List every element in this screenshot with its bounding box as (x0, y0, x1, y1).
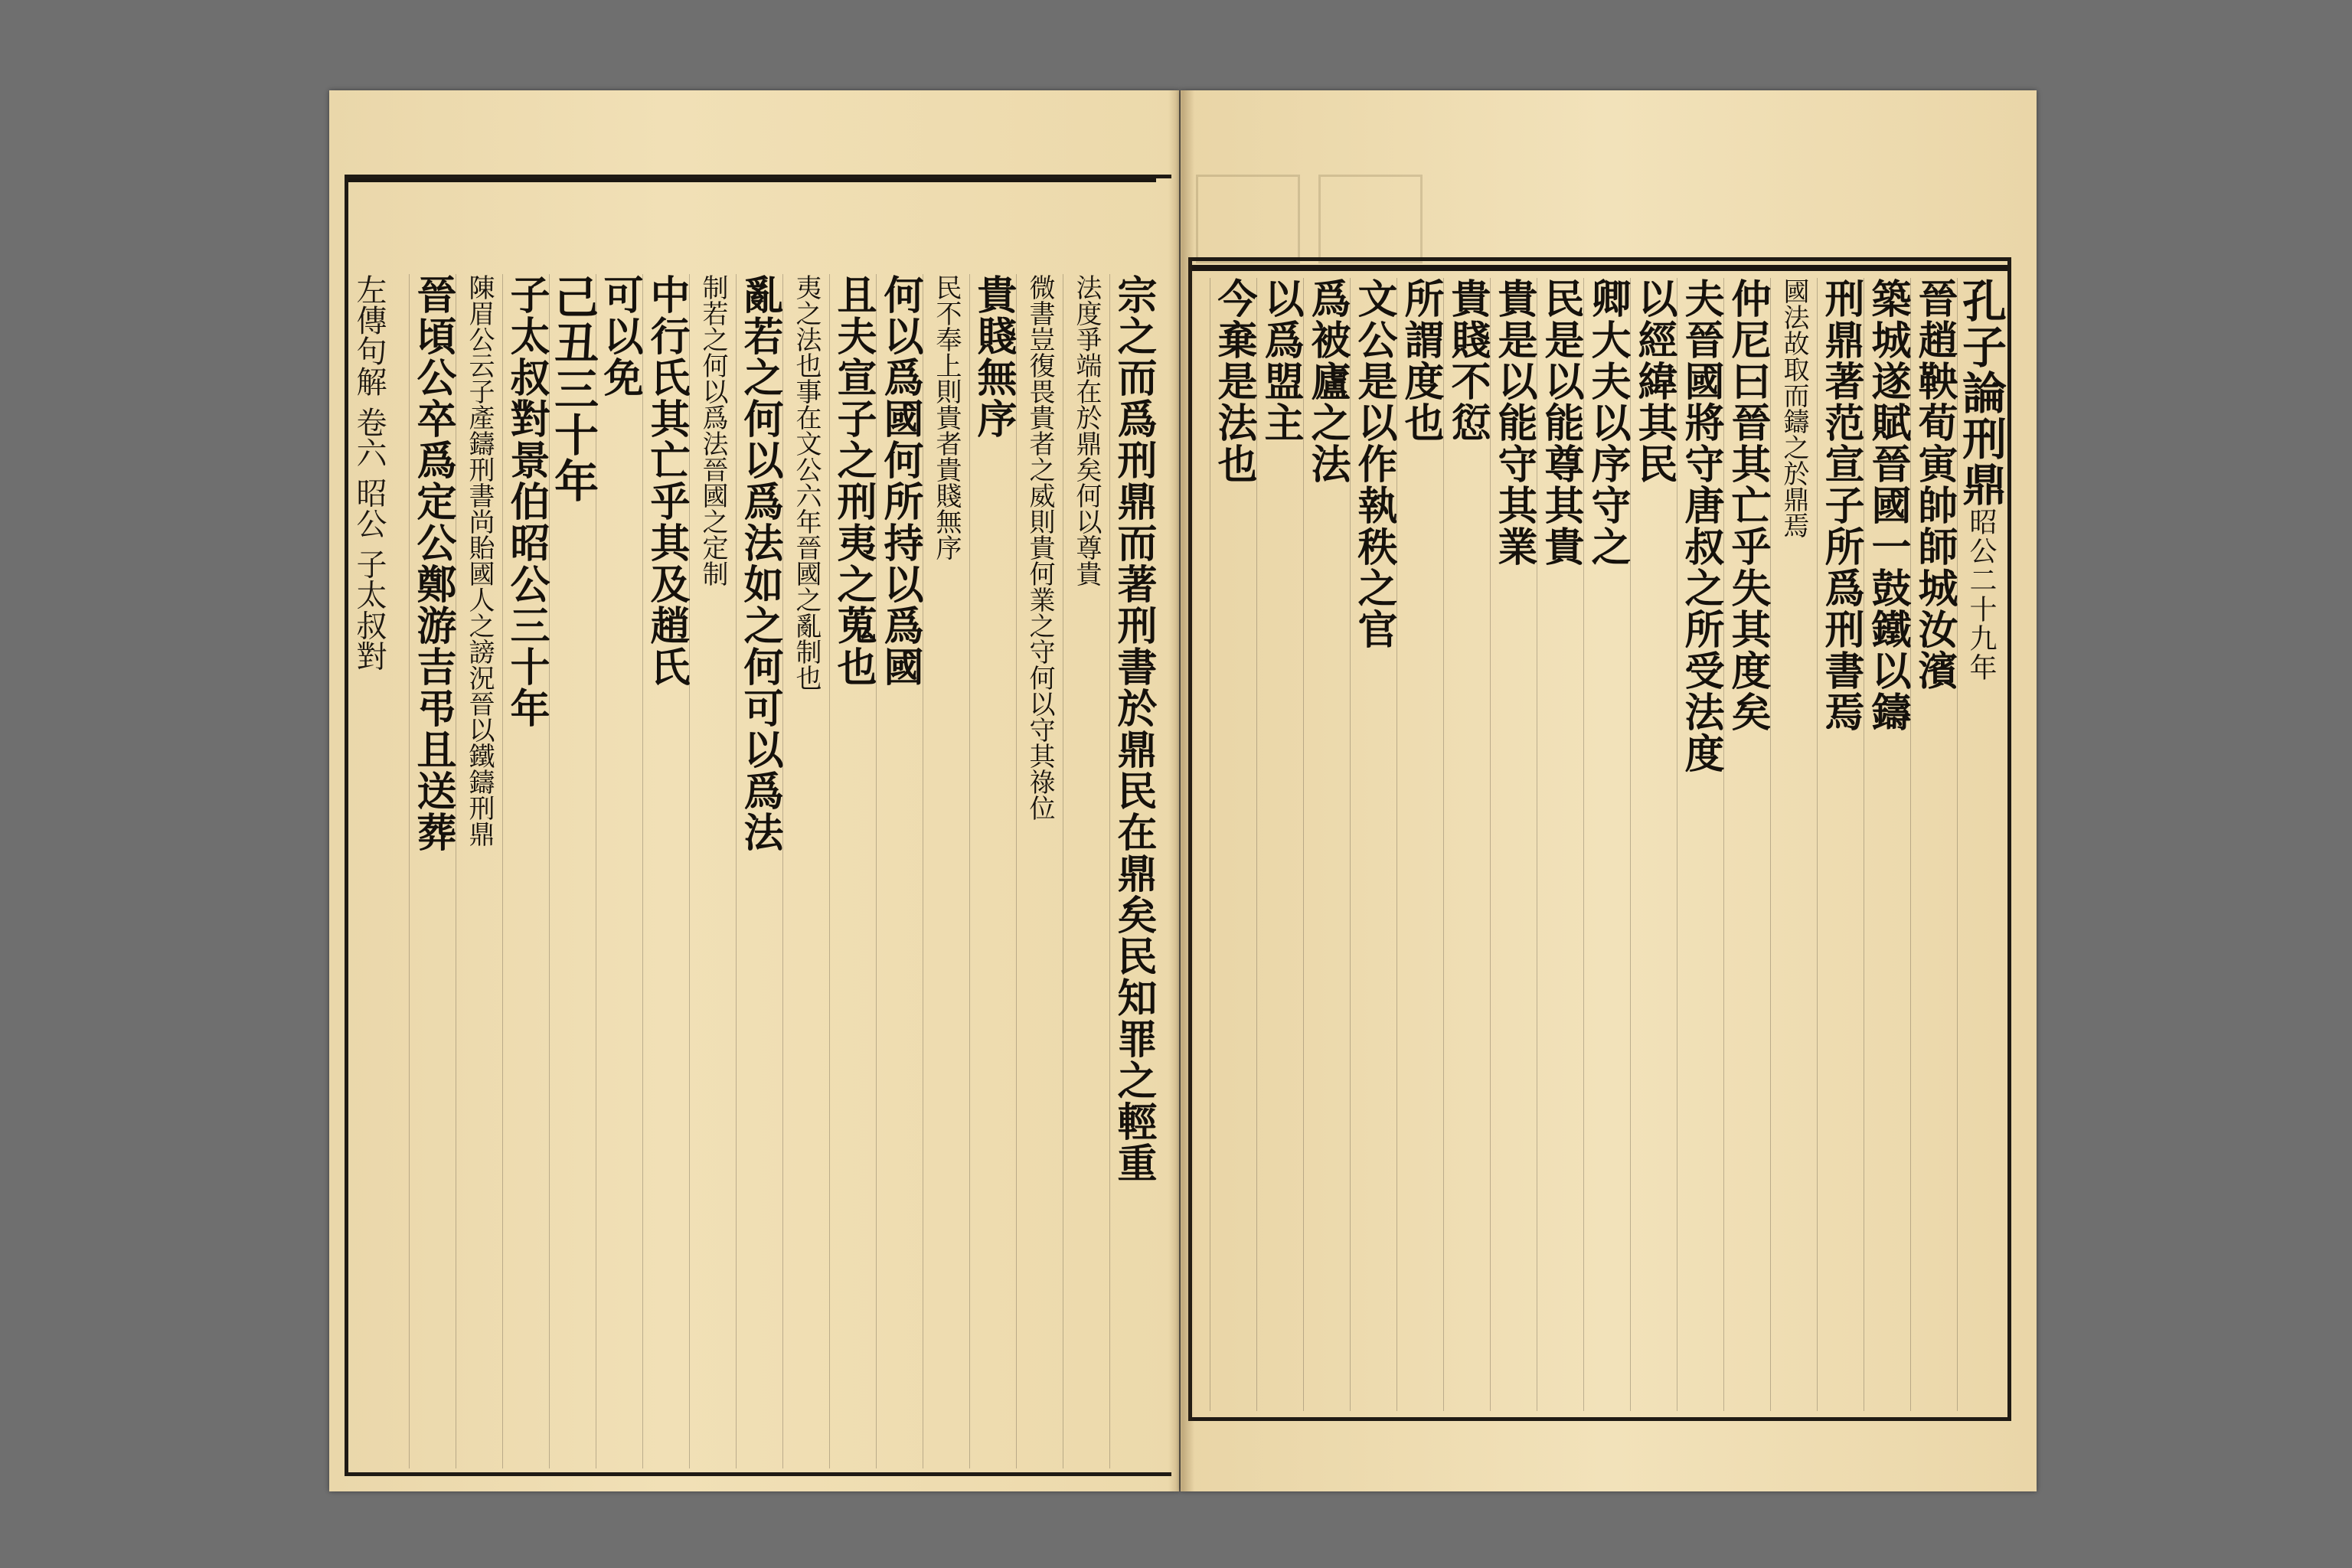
text-column: 貴賤無序 (969, 274, 1016, 1468)
text-column: 爲被廬之法 (1303, 278, 1350, 1411)
text-column: 宗之而爲刑鼎而著刑書於鼎民在鼎矣民知罪之輕重 (1109, 274, 1156, 1468)
text-column: 民是以能尊其貴 (1537, 278, 1583, 1411)
text-column: 且夫宣子之刑夷之蒐也 (829, 274, 876, 1468)
text-column: 可以免 (596, 274, 642, 1468)
open-book (329, 90, 2037, 1491)
bleed-through-seal (1196, 175, 1300, 263)
text-column: 陳眉公云子產鑄刑書尚貽國人之謗況晉以鐵鑄刑鼎 (456, 274, 502, 1468)
text-column: 制若之何以爲法晉國之定制 (689, 274, 736, 1468)
bleed-through-seal (1318, 175, 1423, 263)
chapter-title (1955, 278, 2007, 1411)
book-gutter (1168, 90, 1194, 1491)
text-column: 築城遂賦晉國一鼓鐵以鑄 (1864, 278, 1910, 1411)
text-column: 所謂度也 (1396, 278, 1443, 1411)
text-column: 文公是以作執秩之官 (1350, 278, 1396, 1411)
text-column: 中行氏其亡乎其及趙氏 (642, 274, 689, 1468)
text-column: 夫晉國將守唐叔之所受法度 (1677, 278, 1723, 1411)
right-page (1181, 90, 2037, 1491)
text-column: 亂若之何以爲法如之何可以爲法 (736, 274, 782, 1468)
title-text: 孔子論刑鼎 (1955, 278, 2007, 508)
text-column: 以經緯其民 (1630, 278, 1677, 1411)
title-note: 昭公二十九年 (1965, 508, 1997, 682)
text-column: 刑鼎著范宣子所爲刑書焉 (1817, 278, 1864, 1411)
left-page (329, 90, 1179, 1491)
text-column: 晉頃公卒爲定公鄭游吉弔且送葬 (409, 274, 456, 1468)
text-column: 己丑三十年 (549, 274, 596, 1468)
text-column: 何以爲國何所持以爲國 (876, 274, 923, 1468)
text-column: 晉趙鞅荀寅帥師城汝濱 (1910, 278, 1957, 1411)
text-columns (390, 274, 1156, 1468)
text-column: 以爲盟主 (1256, 278, 1303, 1411)
margin-label: 左傳句解 卷六 昭公 子太叔對 (351, 274, 387, 671)
text-column: 法度爭端在於鼎矣何以尊貴 (1063, 274, 1109, 1468)
text-column: 貴是以能守其業 (1490, 278, 1537, 1411)
text-column: 今棄是法也 (1210, 278, 1256, 1411)
text-column: 微書豈復畏貴者之威則貴何業之守何以守其祿位 (1016, 274, 1063, 1468)
text-column: 子太叔對景伯昭公三十年 (502, 274, 549, 1468)
text-column: 民不奉上則貴者貴賤無序 (923, 274, 969, 1468)
text-columns (1204, 278, 2007, 1411)
text-column: 夷之法也事在文公六年晉國之亂制也 (782, 274, 829, 1468)
text-column: 卿大夫以序守之 (1583, 278, 1630, 1411)
text-column: 貴賤不愆 (1443, 278, 1490, 1411)
text-column: 仲尼曰晉其亡乎失其度矣 (1723, 278, 1770, 1411)
text-column: 國法故取而鑄之於鼎焉 (1770, 278, 1817, 1411)
